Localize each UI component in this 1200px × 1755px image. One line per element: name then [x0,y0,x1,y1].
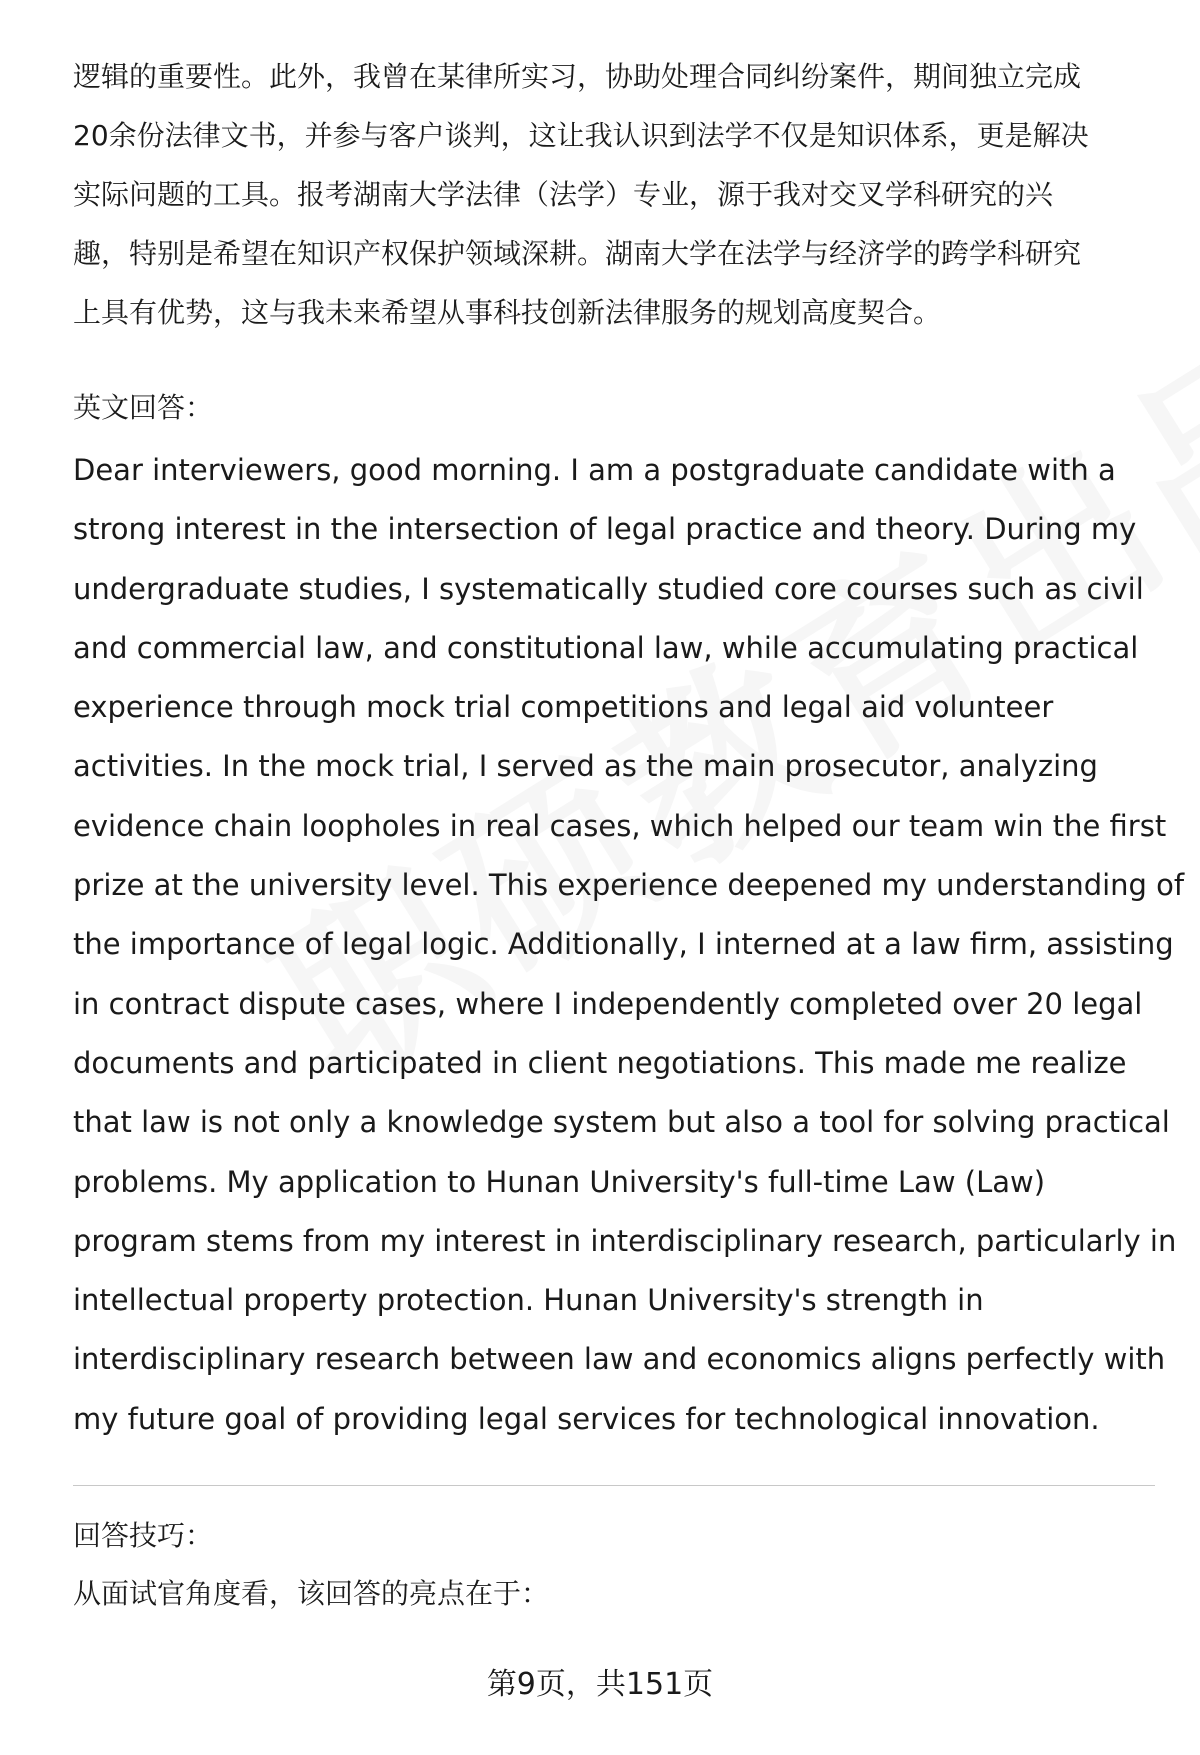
chinese-answer-paragraph [73,47,1153,342]
text-line: intellectual property protection. Hunan University's strength in [73,1283,984,1318]
page-number: 第9页，共151页 [486,1667,714,1702]
text-line: program stems from my interest in interdisciplinary research, particularly in [73,1223,1177,1258]
text-line: the importance of legal logic. Additionally, I interned at a law firm, assisting [73,927,1174,962]
text-line: that law is not only a knowledge system but also a tool for solving practical [73,1105,1170,1140]
text-line: documents and participated in client negotiations. This made me realize [73,1045,1127,1080]
text-line: activities. In the mock trial, I served as the main prosecutor, analyzing [73,749,1098,784]
text-line: evidence chain loopholes in real cases, which helped our team win the first [73,808,1167,843]
text-line: interdisciplinary research between law and economics aligns perfectly with [73,1342,1166,1377]
text-line: and commercial law, and constitutional law, while accumulating practical [73,630,1139,665]
text-line: 逻辑的重要性。此外，我曾在某律所实习，协助处理合同纠纷案件，期间独立完成 [73,60,1082,93]
text-line: 20余份法律文书，并参与客户谈判，这让我认识到法学不仅是知识体系，更是解决 [73,119,1089,152]
english-answer-paragraph [73,441,1185,1449]
tips-label: 回答技巧： [73,1519,214,1552]
text-line: 趣，特别是希望在知识产权保护领域深耕。湖南大学在法学与经济学的跨学科研究 [73,237,1082,270]
text-line: my future goal of providing legal services for technological innovation. [73,1401,1100,1436]
english-answer-label: 英文回答： [73,391,214,424]
text-line: undergraduate studies, I systematically studied core courses such as civil [73,571,1144,606]
text-line: problems. My application to Hunan University's full-time Law (Law) [73,1164,1046,1199]
text-line: in contract dispute cases, where I independently completed over 20 legal [73,986,1143,1021]
text-line: 上具有优势，这与我未来希望从事科技创新法律服务的规划高度契合。 [73,296,942,329]
text-line: prize at the university level. This experience deepened my understanding of [73,868,1185,903]
text-line: Dear interviewers, good morning. I am a postgraduate candidate with a [73,453,1116,487]
text-line: strong interest in the intersection of legal practice and theory. During my [73,512,1137,547]
text-line: 实际问题的工具。报考湖南大学法律（法学）专业，源于我对交叉学科研究的兴 [73,178,1054,211]
tips-intro: 从面试官角度看，该回答的亮点在于： [73,1577,550,1610]
section-divider [73,1485,1155,1486]
text-line: experience through mock trial competitions and legal aid volunteer [73,690,1054,725]
